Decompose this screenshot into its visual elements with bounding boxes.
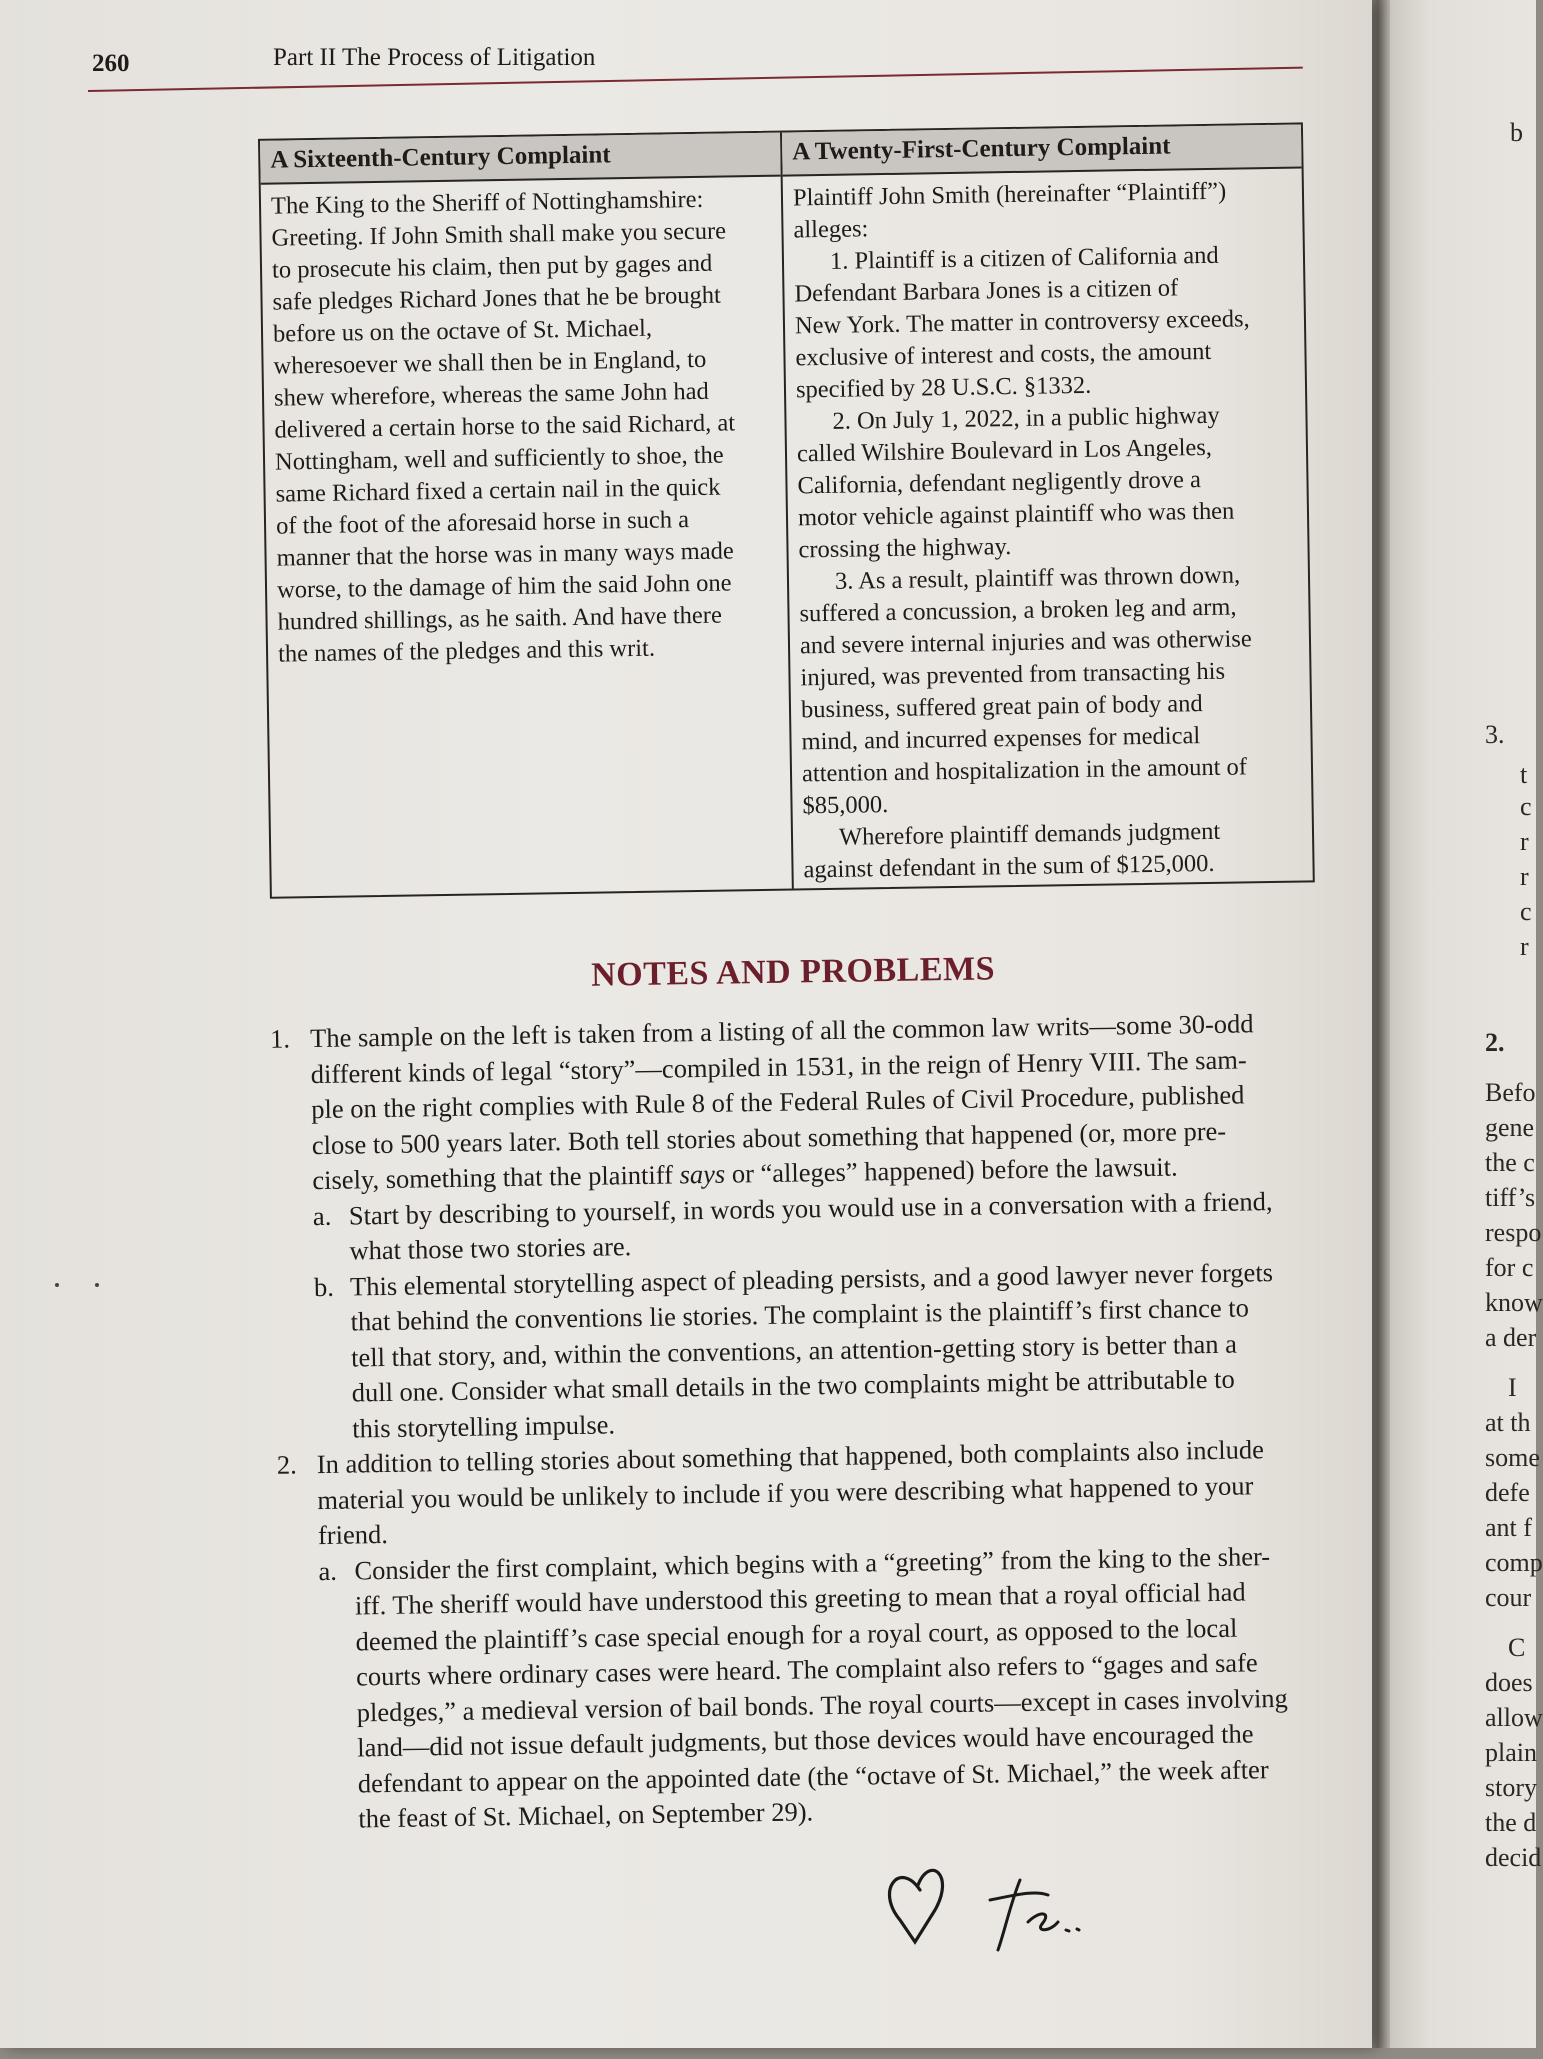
complaint-line: 3. As a result, plaintiff was thrown down,	[834, 561, 1241, 595]
facing-text-fragment: the c	[1485, 1148, 1535, 1177]
sub-text	[354, 1538, 1342, 1837]
complaint-line: shew wherefore, whereas the same John had	[273, 377, 709, 412]
note-line: courts where ordinary cases were heard. The complaint also refers to “gages and safe	[355, 1647, 1258, 1692]
facing-text-fragment: for c	[1485, 1253, 1534, 1282]
note-line: iff. The sheriff would have understood this greeting to mean that a royal official had	[354, 1576, 1246, 1621]
note-line: This elemental storytelling aspect of pleading persists, and a good lawyer never forgets	[349, 1256, 1274, 1302]
note-item-1	[270, 1005, 1333, 1199]
complaint-line: business, suffered great pain of body and	[800, 690, 1203, 724]
facing-text-fragment: r	[1520, 862, 1529, 891]
facing-text-fragment: decid	[1485, 1843, 1542, 1872]
note-line: what those two stories are.	[349, 1231, 632, 1266]
facing-text-fragment: allow	[1485, 1703, 1543, 1732]
notes-heading: NOTES AND PROBLEMS	[590, 950, 996, 994]
complaint-line: against defendant in the sum of $125,000.	[803, 849, 1215, 884]
complaint-line: 2. On July 1, 2022, in a public highway	[832, 401, 1220, 435]
complaint-line: 1. Plaintiff is a citizen of California and	[829, 241, 1219, 275]
left-column-heading: A Sixteenth-Century Complaint	[260, 133, 781, 185]
comparison-table	[258, 122, 1315, 898]
facing-text-fragment: tiff’s	[1485, 1183, 1536, 1212]
complaint-line: before us on the octave of St. Michael,	[272, 314, 653, 348]
note-item-2a	[278, 1538, 1342, 1839]
facing-text-fragment: b	[1510, 118, 1523, 147]
complaint-line: manner that the horse was in many ways made	[276, 537, 734, 572]
handwritten-signature	[880, 1850, 1120, 1960]
sub-text	[350, 1254, 1337, 1447]
complaint-line: California, defendant negligently drove a	[797, 466, 1202, 500]
sub-letter: a.	[312, 1200, 332, 1231]
note-item-2	[277, 1431, 1339, 1554]
twenty-first-century-column	[782, 124, 1313, 888]
note-line: this storytelling impulse.	[352, 1408, 616, 1444]
note-line: pledges,” a medieval version of bail bonds. The royal courts—except in cases involving	[356, 1682, 1289, 1727]
note-text	[310, 1005, 1333, 1198]
note-line: the feast of St. Michael, on September 29).	[358, 1796, 814, 1834]
facing-text-fragment: c	[1520, 897, 1532, 926]
facing-text-fragment: at th	[1485, 1408, 1531, 1437]
complaint-line: and severe internal injuries and was otherwise	[799, 625, 1252, 660]
facing-text-fragment: ant f	[1485, 1513, 1532, 1542]
complaint-line: crossing the highway.	[798, 533, 1012, 564]
complaint-line: Defendant Barbara Jones is a citizen of	[794, 274, 1179, 308]
facing-text-fragment: defe	[1485, 1478, 1530, 1507]
note-line: The sample on the left is taken from a listing of all the common law writs—some 30-odd	[309, 1008, 1254, 1054]
note-line: friend.	[317, 1518, 389, 1551]
note-line: material you would be unlikely to include if you were describing what happened to your	[317, 1469, 1254, 1515]
facing-text-fragment: I	[1508, 1373, 1517, 1402]
facing-text-fragment: r	[1520, 932, 1529, 961]
note-line: tell that story, and, within the conventions, an attention-getting story is better than a	[350, 1328, 1238, 1373]
facing-text-fragment: t	[1520, 760, 1528, 789]
facing-text-fragment: know	[1485, 1288, 1543, 1317]
facing-text-fragment: cour	[1485, 1583, 1532, 1612]
note-line: land—did not issue default judgments, but those devices would have encouraged the	[357, 1718, 1254, 1763]
note-line: that behind the conventions lie stories. The complaint is the plaintiff’s first chance to	[350, 1292, 1250, 1337]
complaint-line: motor vehicle against plaintiff who was then	[797, 497, 1235, 532]
note-number: 1.	[269, 1023, 291, 1054]
facing-text-fragment: C	[1508, 1633, 1526, 1662]
complaint-line: worse, to the damage of him the said John one	[276, 569, 732, 604]
complaint-line: specified by 28 U.S.C. §1332.	[795, 371, 1092, 404]
note-text	[317, 1431, 1339, 1554]
note-line: Consider the first complaint, which begins with a “greeting” from the king to the sher-	[354, 1540, 1271, 1586]
complaint-line: suffered a concussion, a broken leg and arm,	[799, 593, 1237, 628]
complaint-line: same Richard fixed a certain nail in the quick	[275, 473, 721, 508]
complaint-line: mind, and incurred expenses for medical	[801, 722, 1201, 756]
facing-text-fragment: comp	[1485, 1548, 1543, 1577]
complaint-line: injured, was prevented from transacting his	[800, 657, 1226, 692]
complaint-line: called Wilshire Boulevard in Los Angeles,	[796, 433, 1213, 468]
complaint-line: Wherefore plaintiff demands judgment	[838, 817, 1221, 851]
facing-text-fragment: c	[1520, 792, 1532, 821]
complaint-line: $85,000.	[802, 791, 889, 820]
left-column-text	[261, 177, 789, 677]
complaint-line: alleges:	[793, 215, 869, 244]
note-line: close to 500 years later. Both tell stories about something that happened (or, more pre-	[311, 1115, 1227, 1160]
complaint-line: wheresoever we shall then be in England, to	[273, 345, 707, 380]
facing-text-fragment: gene	[1485, 1113, 1535, 1142]
note-line: different kinds of legal “story”—compiled in 1531, in the reign of Henry VIII. The sam-	[310, 1043, 1247, 1089]
note-line: In addition to telling stories about something that happened, both complaints also include	[316, 1434, 1265, 1480]
facing-text-fragment: r	[1520, 827, 1529, 856]
complaint-line: to prosecute his claim, then put by gages and	[271, 249, 713, 284]
complaint-line: Nottingham, well and sufficiently to shoe, the	[274, 441, 724, 476]
facing-text-fragment: the d	[1485, 1808, 1537, 1837]
complaint-line: hundred shillings, as he saith. And have there	[277, 601, 723, 636]
note-line: defendant to appear on the appointed date (the “octave of St. Michael,” the week after	[357, 1753, 1269, 1798]
note-line: cisely, something that the plaintiff says or “alleges” happened) before the lawsuit.	[312, 1151, 1178, 1196]
right-column-heading: A Twenty-First-Century Complaint	[782, 124, 1302, 176]
note-line: ple on the right complies with Rule 8 of the Federal Rules of Civil Procedure, published	[311, 1079, 1245, 1125]
facing-text-fragment: Befo	[1485, 1078, 1536, 1107]
complaint-line: Greeting. If John Smith shall make you secure	[271, 217, 727, 252]
complaint-line: attention and hospitalization in the amount of	[801, 753, 1248, 788]
complaint-line: New York. The matter in controversy exceeds,	[794, 305, 1250, 340]
facing-text-fragment: 3.	[1485, 720, 1505, 749]
complaint-line: safe pledges Richard Jones that he be brought	[272, 281, 722, 316]
right-column-text	[783, 168, 1313, 892]
note-line: dull one. Consider what small details in the two complaints might be attributable to	[351, 1363, 1236, 1408]
facing-text-fragment: does	[1485, 1668, 1533, 1697]
facing-text-fragment: 2.	[1485, 1028, 1505, 1057]
note-line: Start by describing to yourself, in words you would use in a conversation with a friend,	[348, 1185, 1273, 1231]
note-line: deemed the plaintiff’s case special enough for a royal court, as opposed to the local	[355, 1612, 1238, 1656]
complaint-line: exclusive of interest and costs, the amount	[795, 337, 1212, 372]
facing-text-fragment: some	[1485, 1443, 1540, 1472]
complaint-line: the names of the pledges and this writ.	[277, 634, 656, 668]
facing-text-fragment: plain	[1485, 1738, 1537, 1767]
facing-text-fragment: respo	[1485, 1218, 1542, 1247]
facing-text-fragment: a der	[1485, 1323, 1537, 1352]
complaint-line: of the foot of the aforesaid horse in such a	[275, 506, 690, 540]
note-item-1b	[274, 1254, 1337, 1448]
complaint-line: The King to the Sheriff of Nottinghamshire:	[270, 185, 704, 220]
sub-letter: b.	[313, 1271, 335, 1302]
notes-body	[270, 1005, 1343, 1838]
sixteenth-century-column	[260, 133, 794, 897]
note-number: 2.	[276, 1449, 297, 1480]
facing-page	[1385, 0, 1543, 2048]
complaint-line: Plaintiff John Smith (hereinafter “Plaintiff”)	[792, 177, 1227, 212]
complaint-line: delivered a certain horse to the said Richard, at	[274, 409, 736, 444]
sub-letter: a.	[318, 1555, 338, 1586]
facing-text-fragment: story	[1485, 1773, 1537, 1802]
page-number: 260	[92, 50, 130, 77]
running-title: Part II The Process of Litigation	[273, 44, 596, 71]
